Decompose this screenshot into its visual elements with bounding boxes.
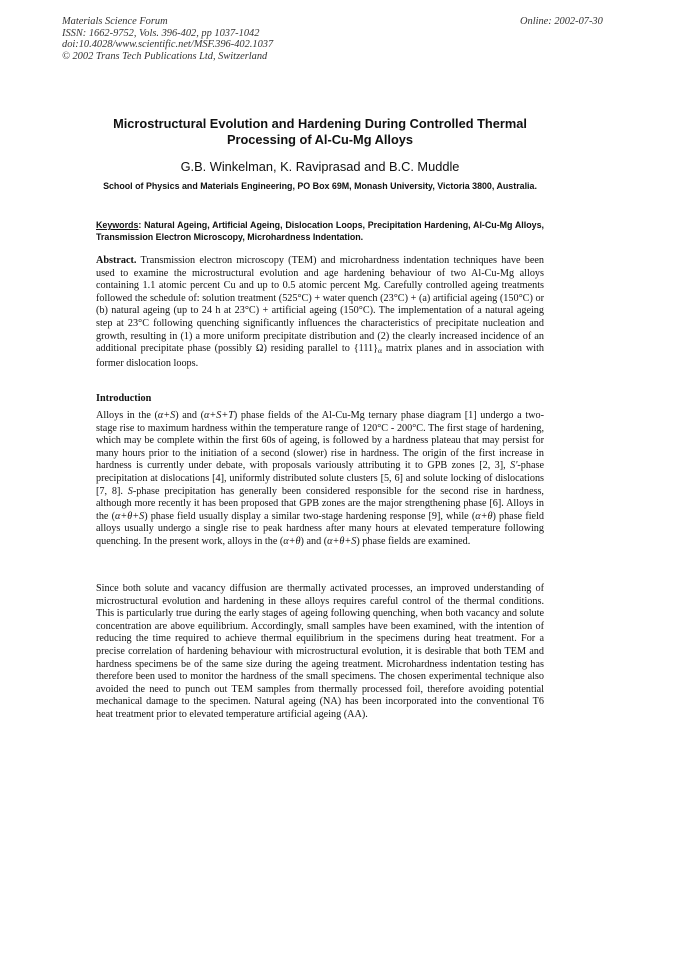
text-run: Alloys in the ( — [96, 410, 158, 421]
abstract — [96, 255, 544, 370]
text-run: ) and ( — [300, 535, 328, 547]
section-heading-introduction: Introduction — [96, 393, 152, 404]
text-run: ) phase fields are examined. — [356, 535, 471, 547]
publication-metadata — [62, 16, 362, 62]
phase-symbol: α+S — [157, 410, 176, 421]
keywords-text: : Natural Ageing, Artificial Ageing, Dislocation Loops, Precipitation Hardening, Al-Cu-Mg Alloys, Transmission Electron Microscopy, Microhardness Indentation. — [96, 220, 544, 243]
text-run: ) phase fields of the Al-Cu-Mg ternary phase diagram [1] undergo a two-stage rise to maximum hardness within the temperature range of 120°C - 200°C. The first stage of hardening, which may be complete within the first 60s of ageing, is followed by a hardness plateau that may persist for many hours prior to the initiation of a second (slower) rise in hardness. The origin of the first increase in hardness is currently under debate, with proposals variously attributing it to GPB zones [2, 3], — [96, 410, 545, 472]
phase-symbol: S — [127, 485, 133, 497]
doi-line: doi:10.4028/www.scientific.net/MSF.396-402.1037 — [62, 39, 274, 51]
phase-symbol: α+θ+S — [114, 510, 145, 522]
introduction-paragraph-2: Since both solute and vacancy diffusion are thermally activated processes, an improved understanding of microstructural evolution and hardening in these alloys requires careful control of the thermal conditions. This is particularly true during the early stages of ageing following quenching, when both vacancy and solute concentration are above equilibrium. Accordingly, small samples have been examined, with the intention of reducing the time required to achieve thermal equilibrium in the specimens during heat treatment. For a precise correlation of hardening behaviour with microstructural evolution, it is desirable that both TEM and hardness specimens be of the same size during the ageing treatment. Microhardness indentation testing has therefore been used to monitor the hardness of the small specimens. The chosen experimental technique also avoided the need to punch out TEM samples from thermally processed foil, therefore avoiding potential mechanical damage to the specimen. Natural ageing (NA) has been incorporated into the conventional T6 heat treatment prior to elevated temperature artificial ageing (AA). — [96, 583, 544, 720]
phase-symbol: α+θ+S — [327, 535, 357, 547]
abstract-text: Transmission electron microscopy (TEM) and microhardness indentation techniques have been used to examine the microstructural evolution and age hardening behaviour of two Al-Cu-Mg alloys containing 1.1 atomic percent Cu and up to 0.5 atomic percent Mg. Carefully controlled ageing treatments followed the schedule of: solution treatment (525°C) + water quench (23°C) + (a) artificial ageing (150°C) or (b) natural ageing (up to 24 h at 23°C) + artificial ageing (150°C). The implementation of a natural ageing step at 23°C following quenching significantly influences the characteristics of precipitate nucleation and growth, resulting in (1) a more uniform precipitate distribution and (2) the clearly increased incidence of an additional precipitate phase (possibly Ω) residing parallel to {111} — [96, 255, 544, 355]
keywords-label: Keywords — [96, 220, 139, 230]
author-list: G.B. Winkelman, K. Raviprasad and B.C. Muddle — [180, 159, 460, 174]
phase-symbol: α+θ — [283, 535, 301, 547]
abstract-subscript: α — [378, 346, 382, 356]
issn-line: ISSN: 1662-9752, Vols. 396-402, pp 1037-1042 — [62, 27, 260, 39]
affiliation: School of Physics and Materials Engineering, PO Box 69M, Monash University, Victoria 3800, Australia. — [103, 181, 537, 191]
copyright-line: © 2002 Trans Tech Publications Ltd, Switzerland — [62, 50, 268, 62]
phase-symbol: α+S+T — [204, 410, 234, 421]
abstract-text-end: matrix planes and in association with former dislocation loops. — [96, 343, 544, 369]
abstract-label: Abstract. — [96, 255, 137, 266]
text-run: ) and ( — [175, 410, 205, 421]
keywords-block — [96, 219, 544, 244]
journal-name: Materials Science Forum — [62, 16, 168, 27]
online-date: Online: 2002-07-30 — [520, 16, 603, 27]
text-run: -phase precipitation has generally been considered responsible for the second rise in hardness, although more recently it has been proposed that GPB zones are the major strengthening phase [6]. Alloys in the ( — [96, 485, 544, 522]
text-run: ) phase field usually display a similar two-stage hardening response [9], while ( — [144, 510, 476, 522]
text-run: ) phase field alloys usually undergo a single rise to peak hardness after many hours at elevated temperature following quenching. In the present work, alloys in the ( — [96, 510, 544, 547]
introduction-paragraph-1 — [96, 410, 544, 549]
phase-symbol: S' — [510, 460, 518, 472]
phase-symbol: α+θ — [475, 510, 493, 522]
paper-title: Microstructural Evolution and Hardening During Controlled Thermal Processing of Al-Cu-Mg Alloys — [113, 116, 527, 147]
text-run: -phase precipitation at dislocations [4], uniformly distributed solute clusters [5, 6] and solute locking of dislocations [7, 8]. — [96, 460, 544, 497]
